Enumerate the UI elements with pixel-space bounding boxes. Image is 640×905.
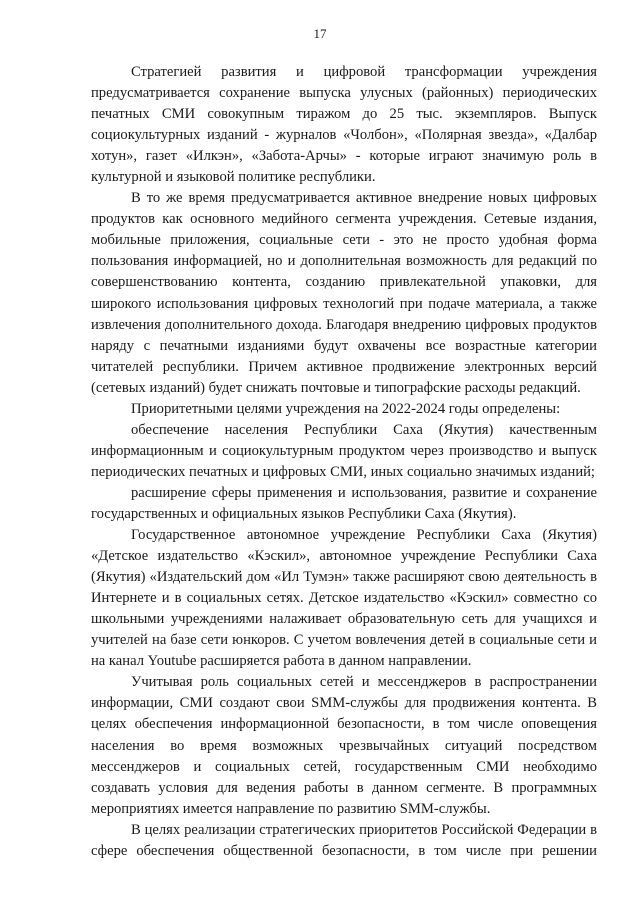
paragraph-smm-services: Учитывая роль социальных сетей и мессенджеров в распространении информации, СМИ создают свои SMM-службы для продвижения контента. В целях обеспечения информационной безопасности, в том числе оповещения населения во время возможных чрезвычайных ситуаций посредством мессенджеров и социальных сетей, государственным СМИ необходимо создавать условия для ведения работы в данном сегменте. В программных мероприятиях имеется направление по развитию SMM-службы. bbox=[91, 674, 597, 817]
paragraph-strategy-print: Стратегией развития и цифровой трансформации учреждения предусматривается сохранение выпуска улусных (районных) периодических печатных СМИ совокупным тиражом до 25 тыс. экземпляров. Выпуск социокультурных изданий - журналов «Чолбон», «Полярная звезда», «Далбар хотун», газет «Илкэн», «Забота-Арчы» - которые играют значимую роль в культурной и языковой политике республики. bbox=[91, 64, 597, 186]
paragraph-goal-information-product: обеспечение населения Республики Саха (Якутия) качественным информационным и социокультурным продуктом через производство и выпуск периодических печатных и цифровых СМИ, иных социально значимых изданий; bbox=[91, 421, 597, 480]
paragraph-public-security: В целях реализации стратегических приоритетов Российской Федерации в сфере обеспечения общественной безопасности, в том числе при решении bbox=[91, 821, 597, 859]
paragraph-publishing-houses: Государственное автономное учреждение Республики Саха (Якутия) «Детское издательство «Кэскил», автономное учреждение Республики Саха (Якутия) «Издательский дом «Ил Тумэн» также расширяют свою деятельность в Интернете и в социальных сетях. Детское издательство «Кэскил» совместно со школьными учреждениями налаживает образовательную сеть для учащихся и учителей на базе сети юнкоров. С учетом вовлечения детей в социальные сети и на канал Youtube расширяется работа в данном направлении. bbox=[91, 527, 597, 670]
paragraph-priority-goals-heading: Приоритетными целями учреждения на 2022-2024 годы определены: bbox=[131, 400, 561, 417]
paragraph-digital-products: В то же время предусматривается активное внедрение новых цифровых продуктов как основного медийного сегмента учреждения. Сетевые издания, мобильные приложения, социальные сети - это не просто удобная форма пользования информацией, но и дополнительная возможность для редакций по совершенствованию контента, созданию привлекательной упаковки, для широкого использования цифровых технологий при подаче материала, а также извлечения дополнительного дохода. Благодаря внедрению цифровых продуктов наряду с печатными изданиями будут охвачены все возрастные категории читателей республики. Причем активное продвижение электронных версий (сетевых изданий) будет снижать почтовые и типографские расходы редакций. bbox=[91, 190, 597, 396]
document-body bbox=[91, 62, 597, 862]
page-number: 17 bbox=[313, 26, 327, 41]
paragraph-goal-languages: расширение сферы применения и использования, развитие и сохранение государственных и официальных языков Республики Саха (Якутия). bbox=[91, 484, 597, 522]
